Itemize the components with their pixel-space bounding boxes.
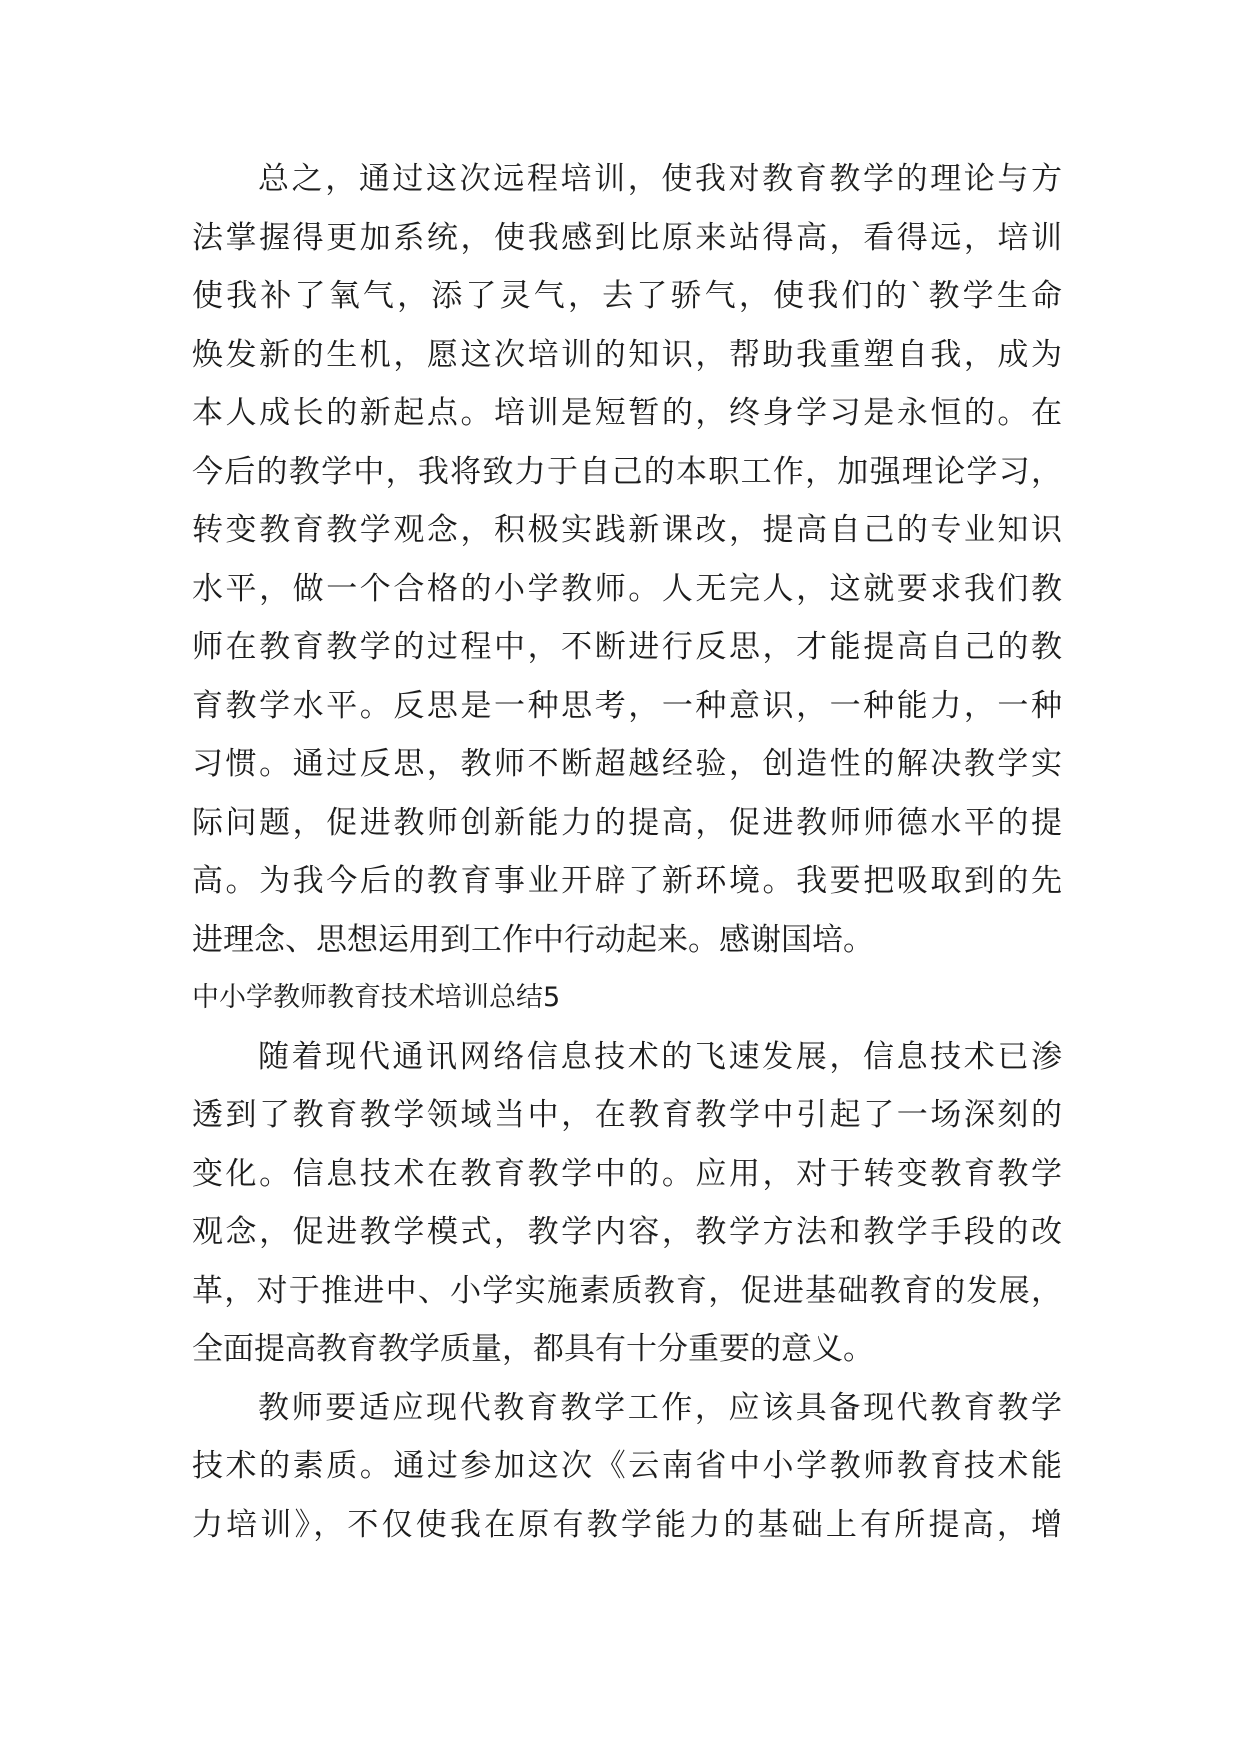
document-body <box>192 150 1062 1554</box>
paragraph-summary <box>192 150 1062 969</box>
paragraph-line: 水平，做一个合格的小学教师。人无完人，这就要求我们教 <box>192 570 1062 607</box>
paragraph-line: 观念，促进教学模式，教学内容，教学方法和教学手段的改 <box>192 1214 1062 1250</box>
paragraph-line: 焕发新的生机，愿这次培训的知识，帮助我重塑自我，成为 <box>192 336 1062 373</box>
paragraph-line: 全面提高教育教学质量，都具有十分重要的意义。 <box>192 1331 874 1367</box>
paragraph-line: 转变教育教学观念，积极实践新课改，提高自己的专业知识 <box>192 512 1062 548</box>
paragraph-intro <box>192 1028 1062 1379</box>
paragraph-line: 高。为我今后的教育事业开辟了新环境。我要把吸取到的先 <box>192 863 1062 899</box>
paragraph-line: 革，对于推进中、小学实施素质教育，促进基础教育的发展， <box>192 1272 1062 1309</box>
section-heading: 中小学教师教育技术培训总结5 <box>192 982 561 1013</box>
paragraph-teacher-skills <box>192 1379 1062 1555</box>
paragraph-line: 随着现代通讯网络信息技术的飞速发展，信息技术已渗 <box>258 1038 1062 1075</box>
paragraph-line: 力培训》，不仅使我在原有教学能力的基础上有所提高，增 <box>192 1506 1062 1543</box>
paragraph-line: 今后的教学中，我将致力于自己的本职工作，加强理论学习， <box>192 453 1062 490</box>
paragraph-line: 育教学水平。反思是一种思考，一种意识，一种能力，一种 <box>192 687 1062 724</box>
paragraph-line: 变化。信息技术在教育教学中的。应用，对于转变教育教学 <box>192 1155 1062 1192</box>
paragraph-line: 习惯。通过反思，教师不断超越经验，创造性的解决教学实 <box>192 746 1062 782</box>
paragraph-line: 进理念、思想运用到工作中行动起来。感谢国培。 <box>192 921 874 958</box>
paragraph-line: 技术的素质。通过参加这次《云南省中小学教师教育技术能 <box>192 1448 1062 1484</box>
paragraph-line: 教师要适应现代教育教学工作，应该具备现代教育教学 <box>258 1389 1062 1426</box>
paragraph-line: 法掌握得更加系统，使我感到比原来站得高，看得远，培训 <box>192 219 1062 256</box>
paragraph-line: 透到了教育教学领域当中，在教育教学中引起了一场深刻的 <box>192 1097 1062 1133</box>
paragraph-line: 师在教育教学的过程中，不断进行反思，才能提高自己的教 <box>192 629 1062 665</box>
paragraph-line: 本人成长的新起点。培训是短暂的，终身学习是永恒的。在 <box>192 395 1062 431</box>
paragraph-line: 使我补了氧气，添了灵气，去了骄气，使我们的`教学生命 <box>192 278 1062 314</box>
paragraph-line: 总之，通过这次远程培训，使我对教育教学的理论与方 <box>258 161 1062 197</box>
paragraph-line: 际问题，促进教师创新能力的提高，促进教师师德水平的提 <box>192 804 1062 841</box>
